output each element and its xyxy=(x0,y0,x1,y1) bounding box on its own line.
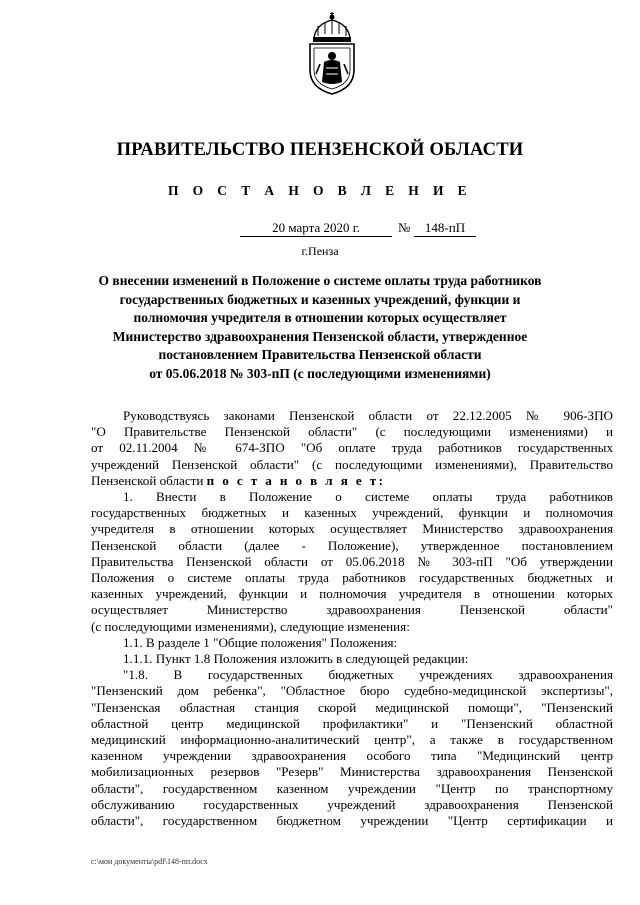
body-line: 1.1. В разделе 1 "Общие положения" Положения: xyxy=(123,634,398,650)
body-line: Пензенской области (далее - Положение), утвержденное постановлением xyxy=(91,537,613,553)
body-line: государственных бюджетных и казенных учреждений, функции и полномочия xyxy=(91,505,613,521)
body-line: "Пензенский дом ребенка", "Областное бюро судебно-медицинской экспертизы", xyxy=(91,683,613,699)
body-line: учреждений Пензенской области" (с последующими изменениями), Правительство xyxy=(91,456,613,472)
city: г.Пенза xyxy=(301,244,339,258)
body-line: "О Правительстве Пензенской области" (с последующими изменениями) и xyxy=(91,424,613,440)
body-line: медицинский информационно-аналитический центр", а также в государственном xyxy=(91,732,613,748)
body-line: осуществляет Министерство здравоохранения Пензенской области" xyxy=(91,602,613,618)
document-title xyxy=(80,272,560,383)
date-number-line xyxy=(0,220,640,238)
document-body xyxy=(91,408,613,829)
government-title: ПРАВИТЕЛЬСТВО ПЕНЗЕНСКОЙ ОБЛАСТИ xyxy=(116,140,524,160)
body-line: (с последующими изменениями), следующие изменения: xyxy=(91,618,410,634)
body-line: области", государственном казенном учреждении "Центр по транспортному xyxy=(91,780,613,796)
body-line: обслуживанию государственных учреждений здравоохранения Пензенской xyxy=(91,796,613,812)
number-label: № xyxy=(398,220,411,235)
body-line: Положения о системе оплаты труда работников государственных бюджетных и xyxy=(91,570,613,586)
body-line: 1. Внести в Положение о системе оплаты труда работников xyxy=(123,489,613,505)
body-line: "1.8. В государственных бюджетных учреждениях здравоохранения xyxy=(123,667,613,683)
title-line: от 05.06.2018 № 303-пП (с последующими изменениями) xyxy=(149,365,491,381)
body-line: казенном учреждении здравоохранения особого типа "Медицинский центр xyxy=(91,748,613,764)
body-line xyxy=(91,473,613,489)
body-line: 1.1.1. Пункт 1.8 Положения изложить в следующей редакции: xyxy=(123,651,469,667)
body-line: учредителя в отношении которых осуществляет Министерство здравоохранения xyxy=(91,521,613,537)
body-line: Руководствуясь законами Пензенской области от 22.12.2005 № 906-ЗПО xyxy=(123,408,613,423)
title-line: государственных бюджетных и казенных учреждений, функции и xyxy=(119,291,521,307)
body-line: мобилизационных резервов "Резерв" Министерства здравоохранения Пензенской xyxy=(91,764,613,780)
body-line: от 02.11.2004 № 674-ЗПО "Об оплате труда работников государственных xyxy=(91,440,613,456)
title-line: полномочия учредителя в отношении которых осуществляет xyxy=(133,310,507,325)
body-line: Правительства Пензенской области от 05.06.2018 № 303-пП "Об утверждении xyxy=(91,553,613,569)
penza-coat-of-arms-icon xyxy=(296,12,368,96)
body-line: казенных учреждений, функции и полномочия учредителя в отношении которых xyxy=(91,586,613,602)
document-type: П О С Т А Н О В Л Е Н И Е xyxy=(167,183,473,198)
body-line: "Пензенская областная станция скорой медицинской помощи", "Пензенский xyxy=(91,699,613,715)
title-line: Министерство здравоохранения Пензенской области, утвержденное xyxy=(112,328,528,344)
body-text-fragment: Пензенской области xyxy=(91,472,207,488)
document-number: 148-пП xyxy=(414,220,476,237)
footer-file-path: c:\мои документы\pdf\148-пп.docx xyxy=(91,857,208,866)
body-line: области", государственном бюджетном учреждении "Центр сертификации и xyxy=(91,813,613,829)
title-line: постановлением Правительства Пензенской области xyxy=(158,347,482,362)
document-date: 20 марта 2020 г. xyxy=(240,220,392,237)
body-line: областной центр медицинской профилактики" и "Пензенский областной xyxy=(91,715,613,731)
title-line: О внесении изменений в Положение о системе оплаты труда работников xyxy=(98,273,542,288)
decree-word: п о с т а н о в л я е т: xyxy=(206,472,386,488)
